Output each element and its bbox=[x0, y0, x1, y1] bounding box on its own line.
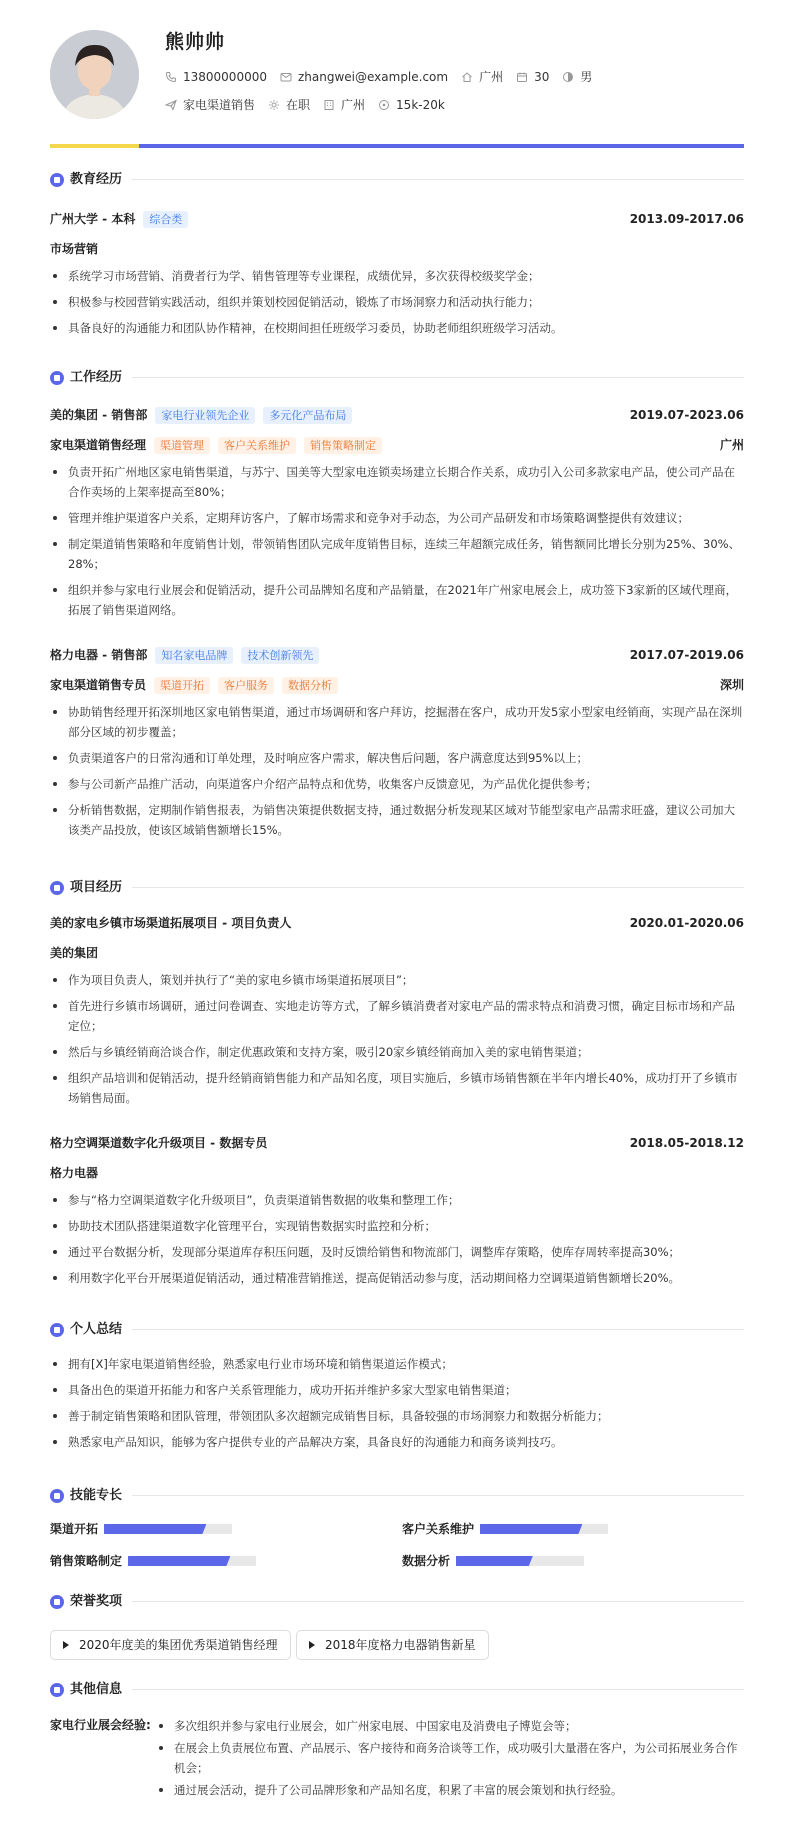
job-title: 家电渠道销售专员 bbox=[50, 678, 147, 692]
list-item: 利用数字化平台开展渠道促销活动，通过精准营销推送，提高促销活动参与度，活动期间格力空调渠道销售额增长20%。 bbox=[50, 1268, 744, 1288]
skill-item bbox=[402, 1520, 608, 1538]
project-title: 格力空调渠道数字化升级项目 - 数据专员 bbox=[50, 1136, 268, 1150]
section-divider bbox=[132, 1689, 744, 1690]
home-icon bbox=[461, 71, 473, 83]
section-work bbox=[50, 368, 744, 388]
company-tag: 家电行业领先企业 bbox=[155, 407, 255, 424]
work-2-header bbox=[50, 646, 744, 664]
project-2-header bbox=[50, 1134, 744, 1152]
gender-text: 男 bbox=[580, 70, 593, 84]
project-2-bullets bbox=[50, 1190, 744, 1294]
skill-bar bbox=[128, 1556, 256, 1566]
role-tag: 渠道开拓 bbox=[154, 677, 210, 694]
section-awards bbox=[50, 1592, 744, 1612]
skill-bar bbox=[104, 1524, 232, 1534]
section-title: 荣誉奖项 bbox=[70, 1594, 123, 1609]
candidate-name: 熊帅帅 bbox=[165, 31, 226, 53]
contact-row bbox=[165, 68, 605, 86]
phone-text: 13800000000 bbox=[183, 70, 267, 84]
other-bullets bbox=[156, 1716, 744, 1802]
award-item bbox=[50, 1630, 291, 1660]
list-item: 作为项目负责人，策划并执行了“美的家电乡镇市场渠道拓展项目”； bbox=[50, 970, 744, 990]
salary-item bbox=[378, 96, 445, 114]
company-tag: 技术创新领先 bbox=[241, 647, 319, 664]
avatar bbox=[50, 30, 139, 119]
company-tag: 知名家电品牌 bbox=[155, 647, 233, 664]
section-divider bbox=[132, 377, 744, 378]
age-text: 30 bbox=[534, 70, 550, 84]
skill-bar-fill bbox=[128, 1556, 230, 1566]
project-1-bullets bbox=[50, 970, 744, 1114]
salary-text: 15k-20k bbox=[396, 98, 445, 112]
list-item: 通过展会活动，提升了公司品牌形象和产品知名度，积累了丰富的展会策划和执行经验。 bbox=[156, 1780, 744, 1800]
list-item: 协助销售经理开拓深圳地区家电销售渠道，通过市场调研和客户拜访，挖掘潜在客户，成功开发5家小型家电经销商，实现产品在深圳部分区域的初步覆盖； bbox=[50, 702, 744, 742]
award-text: 2020年度美的集团优秀渠道销售经理 bbox=[79, 1638, 278, 1652]
user-icon bbox=[50, 1323, 64, 1337]
education-bullets bbox=[50, 266, 744, 344]
skill-item bbox=[50, 1552, 256, 1570]
graduation-cap-icon bbox=[50, 173, 64, 187]
section-divider bbox=[132, 1601, 744, 1602]
skill-label: 渠道开拓 bbox=[50, 1522, 99, 1536]
email-text: zhangwei@example.com bbox=[297, 70, 449, 84]
section-title: 其他信息 bbox=[70, 1682, 123, 1697]
role-text: 家电渠道销售 bbox=[183, 98, 256, 112]
job-intent-row bbox=[165, 96, 458, 114]
play-icon bbox=[309, 1641, 315, 1649]
work-location: 广州 bbox=[719, 438, 744, 452]
age-item bbox=[516, 68, 549, 86]
list-item: 然后与乡镇经销商洽谈合作，制定优惠政策和支持方案，吸引20家乡镇经销商加入美的家电销售渠道； bbox=[50, 1042, 744, 1062]
section-projects bbox=[50, 878, 744, 898]
award-icon bbox=[50, 1595, 64, 1609]
job-title: 家电渠道销售经理 bbox=[50, 438, 147, 452]
project-1-org-row bbox=[50, 944, 744, 962]
role-tag: 渠道管理 bbox=[154, 437, 210, 454]
play-icon bbox=[63, 1641, 69, 1649]
list-item: 系统学习市场营销、消费者行为学、销售管理等专业课程，成绩优异，多次获得校级奖学金； bbox=[50, 266, 744, 286]
major: 市场营销 bbox=[50, 242, 99, 256]
role-tag: 数据分析 bbox=[282, 677, 338, 694]
header-accent-bar bbox=[50, 144, 744, 148]
project-2-org-row bbox=[50, 1164, 744, 1182]
list-item: 熟悉家电产品知识，能够为客户提供专业的产品解决方案，具备良好的沟通能力和商务谈判技巧。 bbox=[50, 1432, 744, 1452]
section-skills bbox=[50, 1486, 744, 1506]
list-item: 通过平台数据分析，发现部分渠道库存积压问题，及时反馈给销售和物流部门，调整库存策略，使库存周转率提高30%； bbox=[50, 1242, 744, 1262]
list-item: 多次组织并参与家电行业展会，如广州家电展、中国家电及消费电子博览会等； bbox=[156, 1716, 744, 1736]
summary-bullets bbox=[50, 1354, 744, 1458]
gear-icon bbox=[268, 99, 280, 111]
work-date: 2019.07-2023.06 bbox=[629, 408, 744, 422]
award-item bbox=[296, 1630, 489, 1660]
education-header bbox=[50, 210, 744, 228]
section-divider bbox=[132, 1329, 744, 1330]
section-education bbox=[50, 170, 744, 190]
target-city-item bbox=[323, 96, 365, 114]
gender-item bbox=[562, 68, 592, 86]
skill-bar-fill bbox=[480, 1524, 582, 1534]
skill-label: 客户关系维护 bbox=[402, 1522, 475, 1536]
bar-chart-icon bbox=[50, 1489, 64, 1503]
section-divider bbox=[132, 1495, 744, 1496]
section-divider bbox=[132, 887, 744, 888]
project-date: 2018.05-2018.12 bbox=[629, 1136, 744, 1150]
project-org: 格力电器 bbox=[50, 1166, 99, 1180]
role-tag: 销售策略制定 bbox=[304, 437, 382, 454]
work-date: 2017.07-2019.06 bbox=[629, 648, 744, 662]
section-summary bbox=[50, 1320, 744, 1340]
send-icon bbox=[165, 99, 177, 111]
skill-item bbox=[50, 1520, 232, 1538]
phone-icon bbox=[165, 71, 177, 83]
skill-bar-fill bbox=[456, 1556, 533, 1566]
list-item: 参与“格力空调渠道数字化升级项目”，负责渠道销售数据的收集和整理工作； bbox=[50, 1190, 744, 1210]
project-1-header bbox=[50, 914, 744, 932]
city-text: 广州 bbox=[479, 70, 504, 84]
skill-label: 数据分析 bbox=[402, 1554, 451, 1568]
list-item: 负责渠道客户的日常沟通和订单处理，及时响应客户需求，解决售后问题，客户满意度达到95%以上； bbox=[50, 748, 744, 768]
list-item: 组织产品培训和促销活动，提升经销商销售能力和产品知名度，项目实施后，乡镇市场销售额在半年内增长40%，成功打开了乡镇市场销售局面。 bbox=[50, 1068, 744, 1108]
section-title: 项目经历 bbox=[70, 880, 123, 895]
money-icon bbox=[378, 99, 390, 111]
calendar-icon bbox=[516, 71, 528, 83]
info-icon bbox=[50, 1683, 64, 1697]
list-item: 分析销售数据，定期制作销售报表，为销售决策提供数据支持，通过数据分析发现某区域对节能型家电产品需求旺盛，建议公司加大该类产品投放，使该区域销售额增长15%。 bbox=[50, 800, 744, 840]
project-org: 美的集团 bbox=[50, 946, 99, 960]
section-other bbox=[50, 1680, 744, 1700]
list-item: 善于制定销售策略和团队管理，带领团队多次超额完成销售目标，具备较强的市场洞察力和数据分析能力； bbox=[50, 1406, 744, 1426]
status-item bbox=[268, 96, 310, 114]
skill-label: 销售策略制定 bbox=[50, 1554, 123, 1568]
section-title: 技能专长 bbox=[70, 1488, 123, 1503]
skill-bar bbox=[480, 1524, 608, 1534]
building-icon bbox=[323, 99, 335, 111]
list-item: 拥有[X]年家电渠道销售经验，熟悉家电行业市场环境和销售渠道运作模式； bbox=[50, 1354, 744, 1374]
role-tag: 客户服务 bbox=[218, 677, 274, 694]
skill-item bbox=[402, 1552, 584, 1570]
project-date: 2020.01-2020.06 bbox=[629, 916, 744, 930]
work-2-role bbox=[50, 676, 744, 694]
section-title: 教育经历 bbox=[70, 172, 123, 187]
role-tag: 客户关系维护 bbox=[218, 437, 296, 454]
project-title: 美的家电乡镇市场渠道拓展项目 - 项目负责人 bbox=[50, 916, 292, 930]
company-name: 美的集团 - 销售部 bbox=[50, 408, 148, 422]
resume-header bbox=[50, 0, 744, 148]
role-item bbox=[165, 96, 255, 114]
list-item: 参与公司新产品推广活动，向渠道客户介绍产品特点和优势，收集客户反馈意见，为产品优化提供参考； bbox=[50, 774, 744, 794]
list-item: 具备良好的沟通能力和团队协作精神，在校期间担任班级学习委员，协助老师组织班级学习活动。 bbox=[50, 318, 744, 338]
company-name: 格力电器 - 销售部 bbox=[50, 648, 148, 662]
mail-icon bbox=[280, 71, 292, 83]
list-item: 组织并参与家电行业展会和促销活动，提升公司品牌知名度和产品销量，在2021年广州家电展会上，成功签下3家新的区域代理商，拓展了销售渠道网络。 bbox=[50, 580, 744, 620]
accent-bar-yellow bbox=[50, 144, 139, 148]
list-item: 管理并维护渠道客户关系，定期拜访客户，了解市场需求和竞争对手动态，为公司产品研发和市场策略调整提供有效建议； bbox=[50, 508, 744, 528]
city-item bbox=[461, 68, 503, 86]
work-location: 深圳 bbox=[719, 678, 744, 692]
status-text: 在职 bbox=[286, 98, 311, 112]
work-2-bullets bbox=[50, 702, 744, 846]
work-1-role bbox=[50, 436, 744, 454]
section-title: 个人总结 bbox=[70, 1322, 123, 1337]
email-item bbox=[280, 68, 448, 86]
company-tag: 多元化产品布局 bbox=[263, 407, 352, 424]
list-item: 负责开拓广州地区家电销售渠道，与苏宁、国美等大型家电连锁卖场建立长期合作关系，成功引入公司多款家电产品，使公司产品在合作卖场的上架率提高至80%； bbox=[50, 462, 744, 502]
section-title: 工作经历 bbox=[70, 370, 123, 385]
phone-item bbox=[165, 68, 267, 86]
list-item: 具备出色的渠道开拓能力和客户关系管理能力，成功开拓并维护多家大型家电销售渠道； bbox=[50, 1380, 744, 1400]
list-item: 协助技术团队搭建渠道数字化管理平台，实现销售数据实时监控和分析； bbox=[50, 1216, 744, 1236]
school-name: 广州大学 - 本科 bbox=[50, 212, 136, 226]
work-1-header bbox=[50, 406, 744, 424]
other-label: 家电行业展会经验: bbox=[50, 1718, 151, 1732]
list-item: 制定渠道销售策略和年度销售计划，带领销售团队完成年度销售目标，连续三年超额完成任务，销售额同比增长分别为25%、30%、28%； bbox=[50, 534, 744, 574]
skill-bar bbox=[456, 1556, 584, 1566]
chart-icon bbox=[50, 881, 64, 895]
list-item: 在展会上负责展位布置、产品展示、客户接待和商务洽谈等工作，成功吸引大量潜在客户，为公司拓展业务合作机会； bbox=[156, 1738, 744, 1778]
gender-icon bbox=[562, 71, 574, 83]
target-city-text: 广州 bbox=[341, 98, 366, 112]
education-major-row bbox=[50, 240, 744, 258]
section-divider bbox=[132, 179, 744, 180]
list-item: 积极参与校园营销实践活动，组织并策划校园促销活动，锻炼了市场洞察力和活动执行能力； bbox=[50, 292, 744, 312]
award-text: 2018年度格力电器销售新星 bbox=[325, 1638, 476, 1652]
briefcase-icon bbox=[50, 371, 64, 385]
school-tag: 综合类 bbox=[143, 211, 188, 228]
list-item: 首先进行乡镇市场调研，通过问卷调查、实地走访等方式，了解乡镇消费者对家电产品的需求特点和消费习惯，确定目标市场和产品定位； bbox=[50, 996, 744, 1036]
skill-bar-fill bbox=[104, 1524, 206, 1534]
work-1-bullets bbox=[50, 462, 744, 626]
education-date: 2013.09-2017.06 bbox=[629, 212, 744, 226]
